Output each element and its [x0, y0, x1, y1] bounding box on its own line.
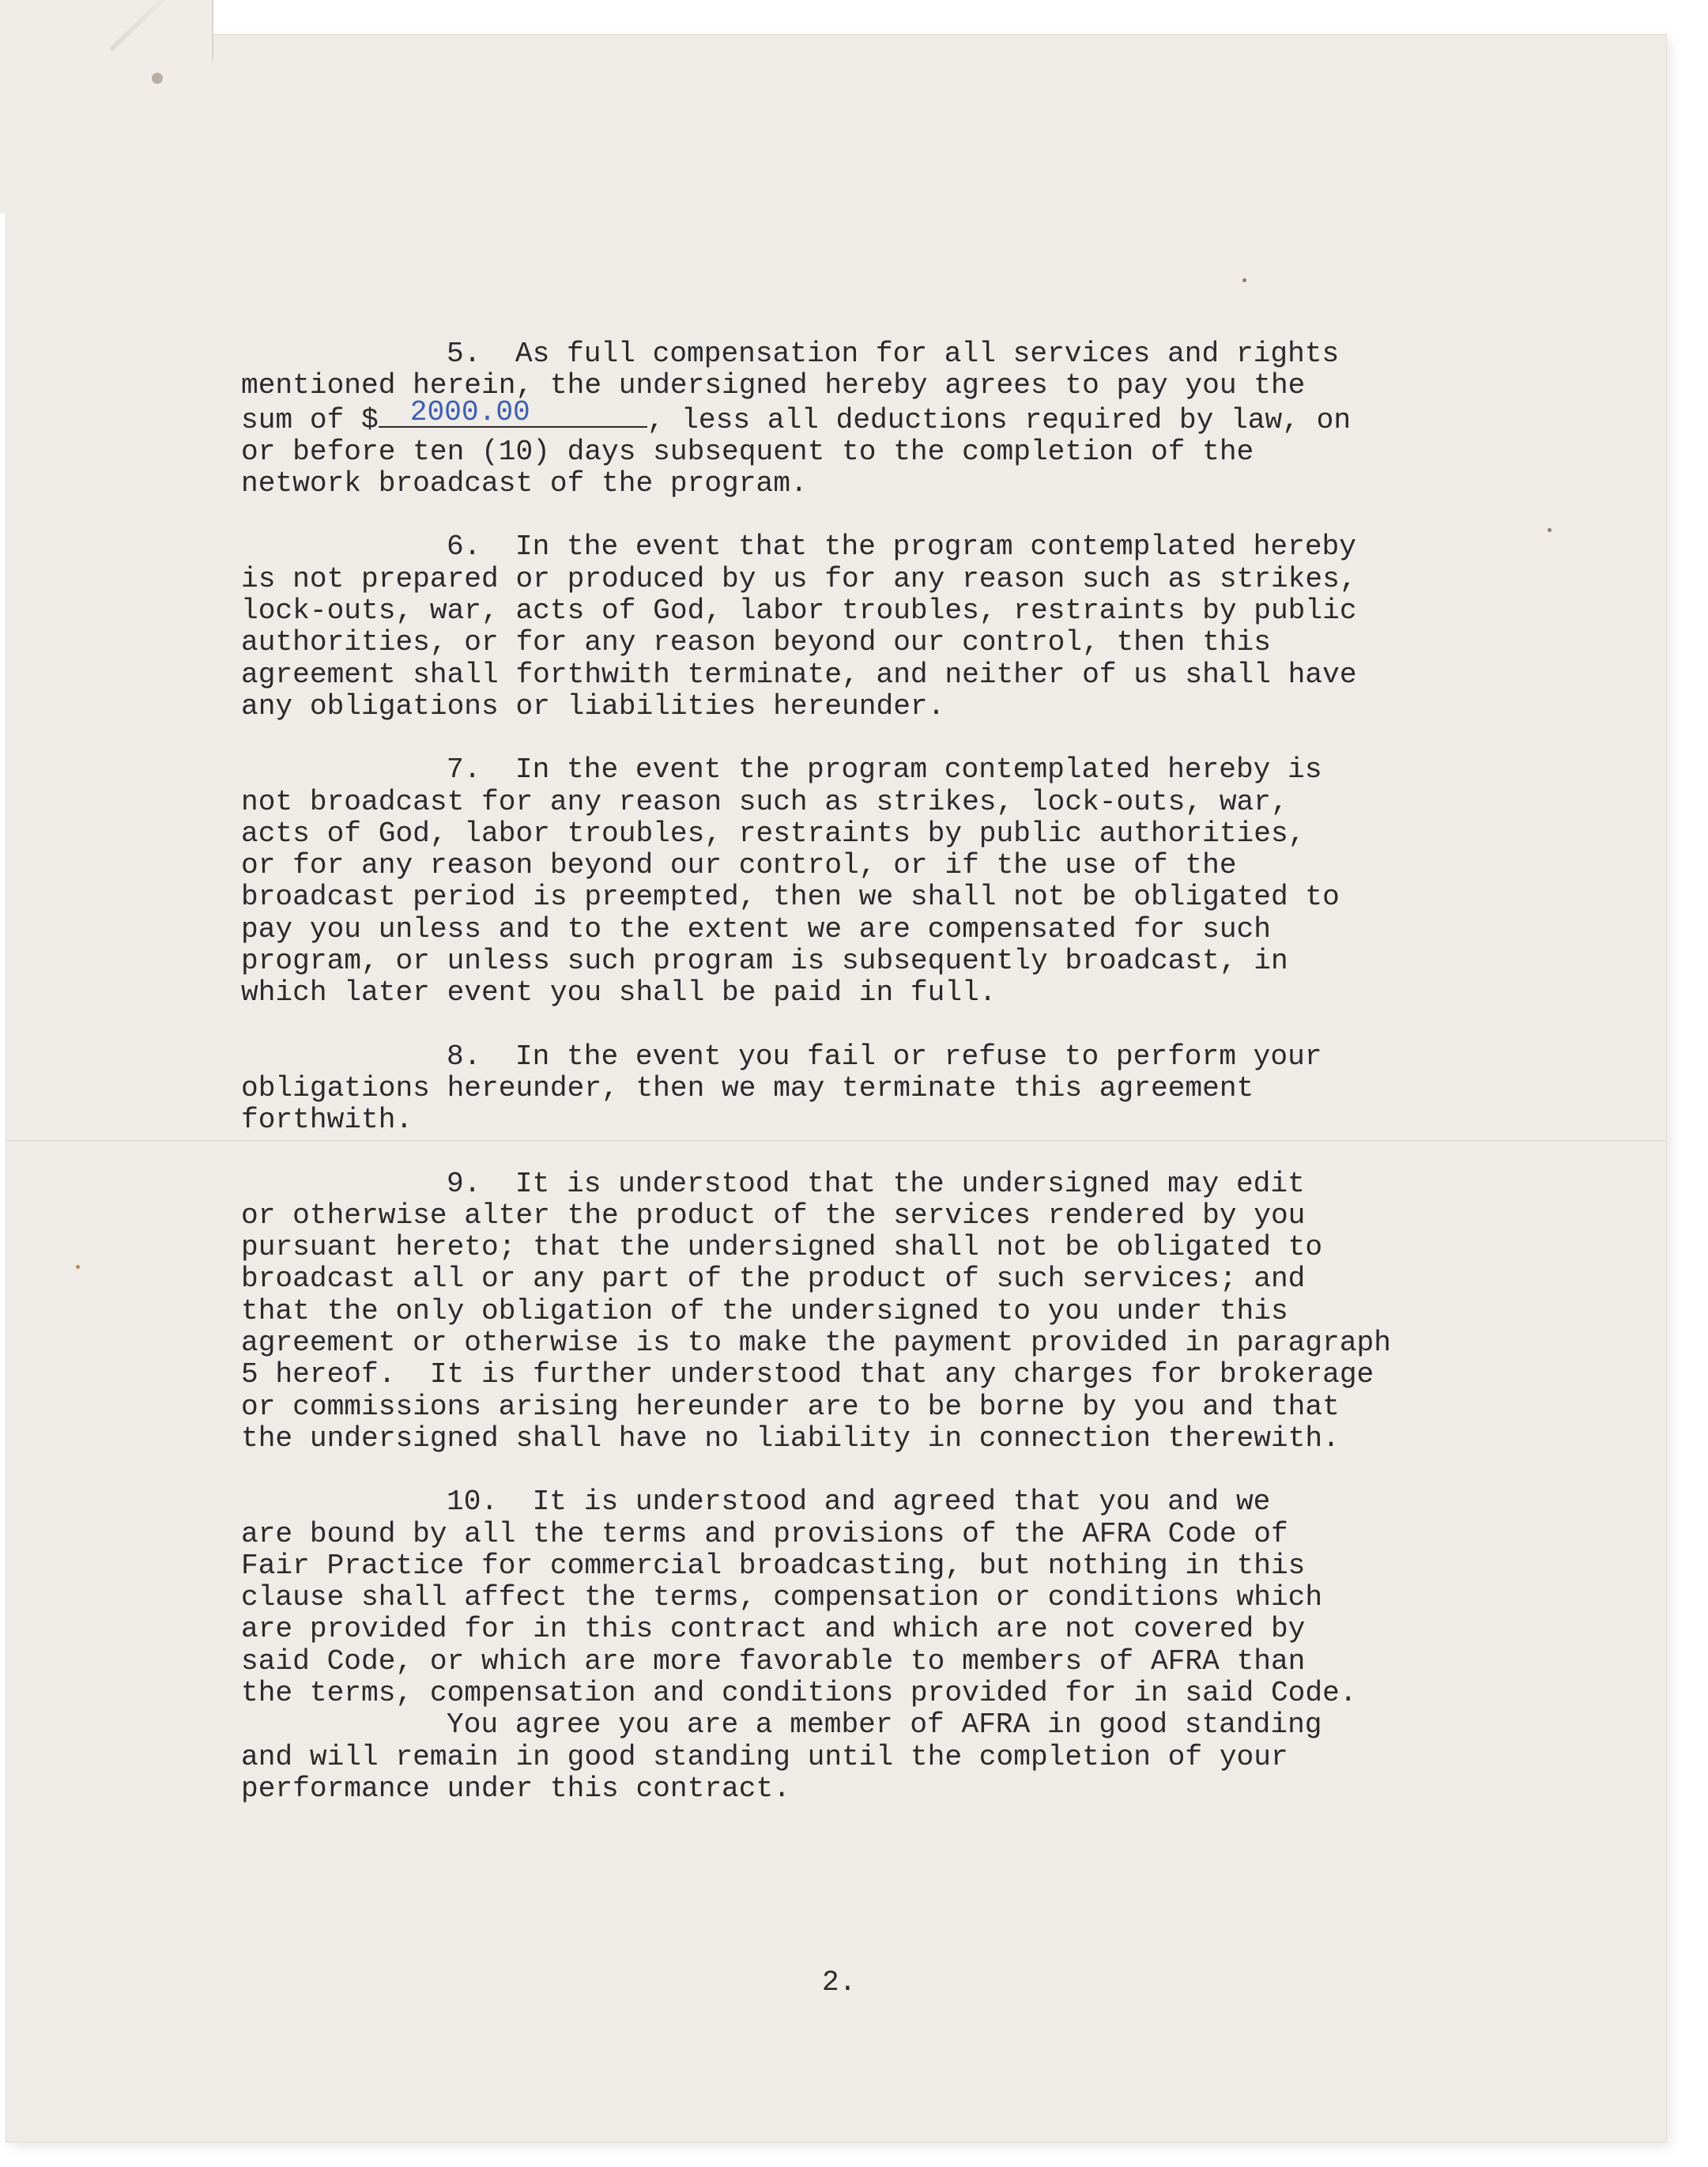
paragraph-first-line — [241, 531, 1601, 563]
paragraph-text: In the event that the program contemplated hereby — [515, 530, 1356, 564]
staple-hole — [152, 73, 163, 84]
paragraph-line: broadcast all or any part of the product of such services; and — [241, 1263, 1306, 1296]
paragraph-line: Fair Practice for commercial broadcasting, but nothing in this — [241, 1549, 1306, 1582]
paragraph-number: 8. — [447, 1040, 481, 1073]
paragraph-6 — [241, 531, 1601, 723]
paragraph-line: agreement shall forthwith terminate, and neither of us shall have — [241, 658, 1357, 691]
contract-body — [241, 338, 1601, 1837]
paragraph-number: 9. — [447, 1167, 481, 1200]
paragraph-line: acts of God, labor troubles, restraints by public authorities, — [241, 817, 1306, 850]
paragraph-line: lock-outs, war, acts of God, labor troubles, restraints by public — [241, 595, 1357, 628]
page-number: 2. — [822, 1966, 857, 1999]
paragraph-line: and will remain in good standing until the completion of your — [241, 1740, 1288, 1773]
paragraph-line: are provided for in this contract and which are not covered by — [241, 1613, 1306, 1646]
paragraph-first-line — [241, 338, 1601, 370]
paragraph-number: 6. — [447, 530, 481, 564]
paragraph-first-line — [241, 1041, 1601, 1073]
paragraph-9 — [241, 1168, 1601, 1455]
paragraph-line: that the only obligation of the undersigned to you under this — [241, 1294, 1288, 1327]
paragraph-text: It is understood and agreed that you and we — [532, 1486, 1271, 1519]
paragraph-number: 5. — [447, 338, 481, 370]
paragraph-line: clause shall affect the terms, compensation or conditions which — [241, 1581, 1323, 1614]
paragraph-first-line — [241, 1168, 1601, 1200]
paragraph-line: is not prepared or produced by us for any reason such as strikes, — [241, 562, 1357, 595]
sum-suffix: , less all deductions required by law, on — [647, 403, 1352, 436]
paragraph-line: are bound by all the terms and provisions of the AFRA Code of — [241, 1517, 1288, 1550]
paragraph-line: not broadcast for any reason such as strikes, lock-outs, war, — [241, 785, 1288, 818]
paragraph-line: authorities, or for any reason beyond our control, then this — [241, 626, 1271, 659]
paragraph-line: network broadcast of the program. — [241, 467, 808, 500]
paragraph-line: or before ten (10) days subsequent to the completion of the — [241, 435, 1254, 468]
paragraph-first-line — [241, 754, 1601, 786]
sum-prefix: sum of $ — [241, 403, 379, 436]
paragraph-line: 5 hereof. It is further understood that any charges for brokerage — [241, 1358, 1374, 1391]
paragraph-line: pay you unless and to the extent we are compensated for such — [241, 912, 1271, 946]
paragraph-line: forthwith. — [241, 1104, 413, 1137]
sum-line — [241, 396, 1601, 436]
paragraph-line: broadcast period is preempted, then we shall not be obligated to — [241, 881, 1340, 914]
paragraph-line: or for any reason beyond our control, or if the use of the — [241, 849, 1237, 882]
paragraph-line: or otherwise alter the product of the services rendered by you — [241, 1199, 1306, 1232]
paragraph-7 — [241, 754, 1601, 1009]
paragraph-line: the undersigned shall have no liability in connection therewith. — [241, 1421, 1340, 1455]
paragraph-line: or commissions arising hereunder are to be borne by you and that — [241, 1390, 1340, 1423]
paragraph-line: agreement or otherwise is to make the payment provided in paragraph — [241, 1327, 1391, 1360]
paragraph-number: 7. — [447, 753, 481, 787]
paragraph-line: pursuant hereto; that the undersigned shall not be obligated to — [241, 1231, 1323, 1264]
paper-speck — [1242, 278, 1246, 282]
paragraph-5 — [241, 338, 1601, 500]
paragraph-number: 10. — [447, 1486, 499, 1519]
paragraph-text: In the event the program contemplated hereby is — [515, 753, 1322, 787]
paragraph-line: mentioned herein, the undersigned hereby agrees to pay you the — [241, 369, 1306, 402]
paragraph-line: the terms, compensation and conditions provided for in said Code. — [241, 1676, 1357, 1709]
paragraph-line: obligations hereunder, then we may terminate this agreement — [241, 1071, 1254, 1104]
paragraph-line: program, or unless such program is subsequently broadcast, in — [241, 945, 1288, 978]
paragraph-line: said Code, or which are more favorable to members of AFRA than — [241, 1644, 1306, 1678]
paragraph-text: It is understood that the undersigned may edit — [515, 1167, 1305, 1200]
paper-speck — [76, 1265, 80, 1269]
continuation-first-line: You agree you are a member of AFRA in good standing — [447, 1708, 1322, 1742]
paragraph-line: performance under this contract. — [241, 1772, 790, 1805]
paragraph-text: As full compensation for all services and rights — [515, 338, 1340, 370]
paragraph-8 — [241, 1041, 1601, 1137]
paragraph-10 — [241, 1486, 1601, 1805]
amount-blank — [379, 396, 647, 429]
paragraph-line: any obligations or liabilities hereunder. — [241, 689, 945, 723]
paragraph-text: In the event you fail or refuse to perform your — [515, 1040, 1322, 1073]
paragraph-first-line — [241, 1486, 1601, 1518]
sum-amount: 2000.00 — [409, 396, 530, 429]
paragraph-line: which later event you shall be paid in full. — [241, 976, 997, 1010]
